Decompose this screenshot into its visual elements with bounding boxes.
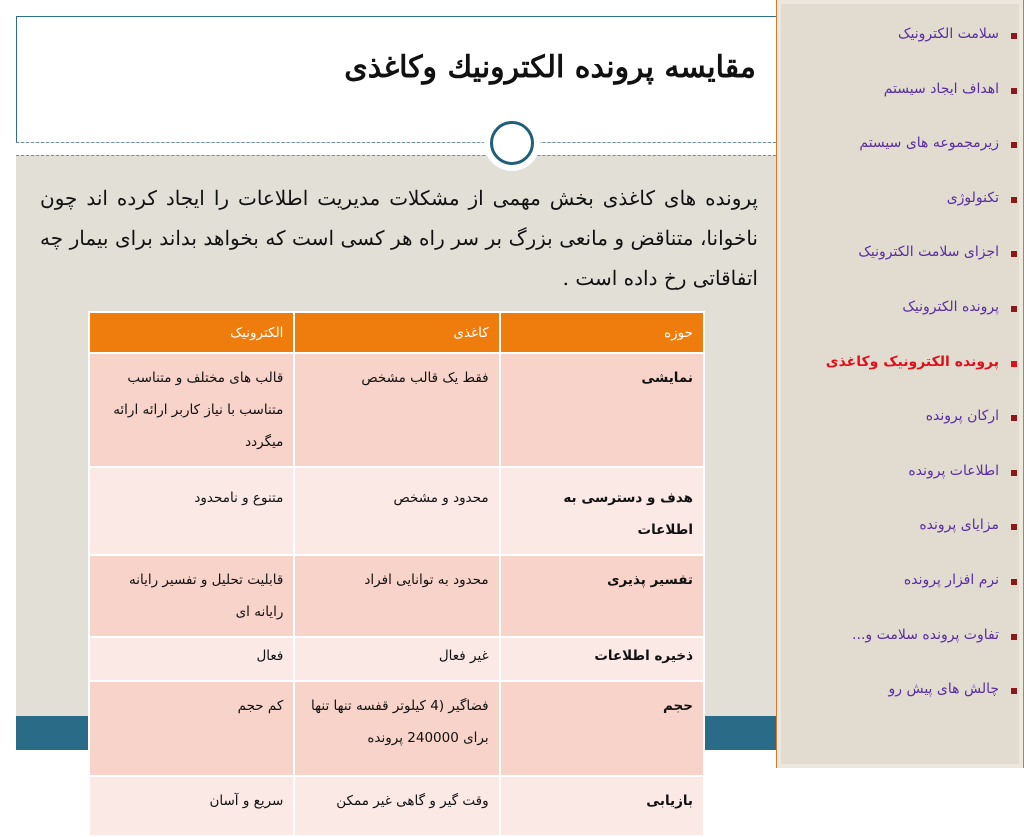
outline-item-label: تکنولوژی bbox=[946, 189, 999, 206]
cell-field: حجم bbox=[500, 681, 704, 776]
divider-gap bbox=[16, 143, 776, 155]
cell-electronic: متنوع و نامحدود bbox=[89, 467, 294, 555]
cell-electronic: فعال bbox=[89, 637, 294, 681]
slide-title: مقایسه پرونده الکترونیك وکاغذی bbox=[344, 50, 756, 85]
cell-field: هدف و دسترسی به اطلاعات bbox=[500, 467, 704, 555]
outline-item-label: پرونده الکترونیک bbox=[902, 298, 999, 315]
divider-line-top bbox=[16, 142, 776, 143]
square-bullet-icon bbox=[1011, 306, 1017, 312]
outline-item-record-elements[interactable] bbox=[781, 404, 1017, 459]
table-row bbox=[89, 353, 704, 467]
outline-item-record-information[interactable] bbox=[781, 459, 1017, 514]
square-bullet-icon bbox=[1011, 524, 1017, 530]
outline-item-label: چالش های پیش رو bbox=[888, 681, 999, 698]
outline-item-e-health-components[interactable] bbox=[781, 240, 1017, 295]
header-electronic: الکترونیک bbox=[89, 312, 294, 353]
outline-item-electronic-record[interactable] bbox=[781, 295, 1017, 350]
outline-item-label: نرم افزار پرونده bbox=[903, 571, 999, 588]
header-paper: کاغذی bbox=[294, 312, 499, 353]
intro-paragraph: پرونده های کاغذی بخش مهمی از مشکلات مدیریت اطلاعات را ایجاد کرده اند چون ناخوانا، متناقض و مانعی بزرگ بر سر راه هر کسی است که بخواهد بداند برای بیمار چه اتفاقاتی رخ داده است . bbox=[40, 186, 758, 290]
outline-sidebar bbox=[776, 0, 1024, 768]
square-bullet-icon bbox=[1011, 88, 1017, 94]
cell-electronic: کم حجم bbox=[89, 681, 294, 776]
table-row bbox=[89, 467, 704, 555]
outline-item-electronic-vs-paper[interactable] bbox=[781, 350, 1017, 405]
outline-item-e-health[interactable] bbox=[781, 22, 1017, 77]
outline-item-record-benefits[interactable] bbox=[781, 513, 1017, 568]
cell-paper: فضاگیر (4 کیلوتر قفسه تنها تنها برای 240000 پرونده bbox=[294, 681, 499, 776]
comparison-table bbox=[88, 311, 705, 837]
header-field: حوزه bbox=[500, 312, 704, 353]
outline-item-label: اهداف ایجاد سیستم bbox=[883, 80, 999, 97]
square-bullet-icon bbox=[1011, 361, 1017, 367]
outline-item-challenges[interactable] bbox=[781, 677, 1017, 732]
cell-electronic: قالب های مختلف و متناسب متناسب با نیاز کاربر ارائه ارائه میگردد bbox=[89, 353, 294, 467]
square-bullet-icon bbox=[1011, 142, 1017, 148]
outline-item-label: اطلاعات پرونده bbox=[908, 462, 999, 479]
outline-item-label: زیرمجموعه های سیستم bbox=[859, 135, 999, 152]
cell-electronic: سریع و آسان bbox=[89, 776, 294, 836]
square-bullet-icon bbox=[1011, 33, 1017, 39]
divider-circle-ring bbox=[490, 121, 534, 165]
table-row bbox=[89, 637, 704, 681]
outline-item-label: سلامت الکترونیک bbox=[897, 26, 999, 42]
outline-item-technology[interactable] bbox=[781, 186, 1017, 241]
divider-circle-icon bbox=[484, 115, 540, 171]
table-row bbox=[89, 555, 704, 637]
outline-list bbox=[781, 22, 1017, 732]
square-bullet-icon bbox=[1011, 579, 1017, 585]
cell-paper: وقت گیر و گاهی غیر ممکن bbox=[294, 776, 499, 836]
cell-field: بازیابی bbox=[500, 776, 704, 836]
cell-field: تفسیر پذیری bbox=[500, 555, 704, 637]
outline-item-subsystems[interactable] bbox=[781, 131, 1017, 186]
square-bullet-icon bbox=[1011, 688, 1017, 694]
outline-item-label: پرونده الکترونیک وکاغذی bbox=[825, 353, 999, 370]
cell-paper: فقط یک قالب مشخص bbox=[294, 353, 499, 467]
outline-item-label: تفاوت پرونده سلامت و... bbox=[852, 626, 999, 643]
square-bullet-icon bbox=[1011, 470, 1017, 476]
outline-item-label: ارکان پرونده bbox=[925, 408, 999, 425]
cell-electronic: قابلیت تحلیل و تفسیر رایانه رایانه ای bbox=[89, 555, 294, 637]
outline-item-record-differences[interactable] bbox=[781, 623, 1017, 678]
square-bullet-icon bbox=[1011, 634, 1017, 640]
square-bullet-icon bbox=[1011, 415, 1017, 421]
table-header-row bbox=[89, 312, 704, 353]
outline-item-label: اجزای سلامت الکترونیک bbox=[858, 244, 999, 261]
cell-paper: محدود و مشخص bbox=[294, 467, 499, 555]
table-row bbox=[89, 776, 704, 836]
outline-item-system-goals[interactable] bbox=[781, 77, 1017, 132]
outline-item-record-software[interactable] bbox=[781, 568, 1017, 623]
divider-line-bottom bbox=[16, 155, 776, 156]
square-bullet-icon bbox=[1011, 197, 1017, 203]
square-bullet-icon bbox=[1011, 251, 1017, 257]
outline-item-label: مزایای پرونده bbox=[919, 517, 999, 534]
cell-field: ذخیره اطلاعات bbox=[500, 637, 704, 681]
cell-paper: محدود به توانایی افراد bbox=[294, 555, 499, 637]
cell-field: نمایشی bbox=[500, 353, 704, 467]
cell-paper: غیر فعال bbox=[294, 637, 499, 681]
table-row bbox=[89, 681, 704, 776]
